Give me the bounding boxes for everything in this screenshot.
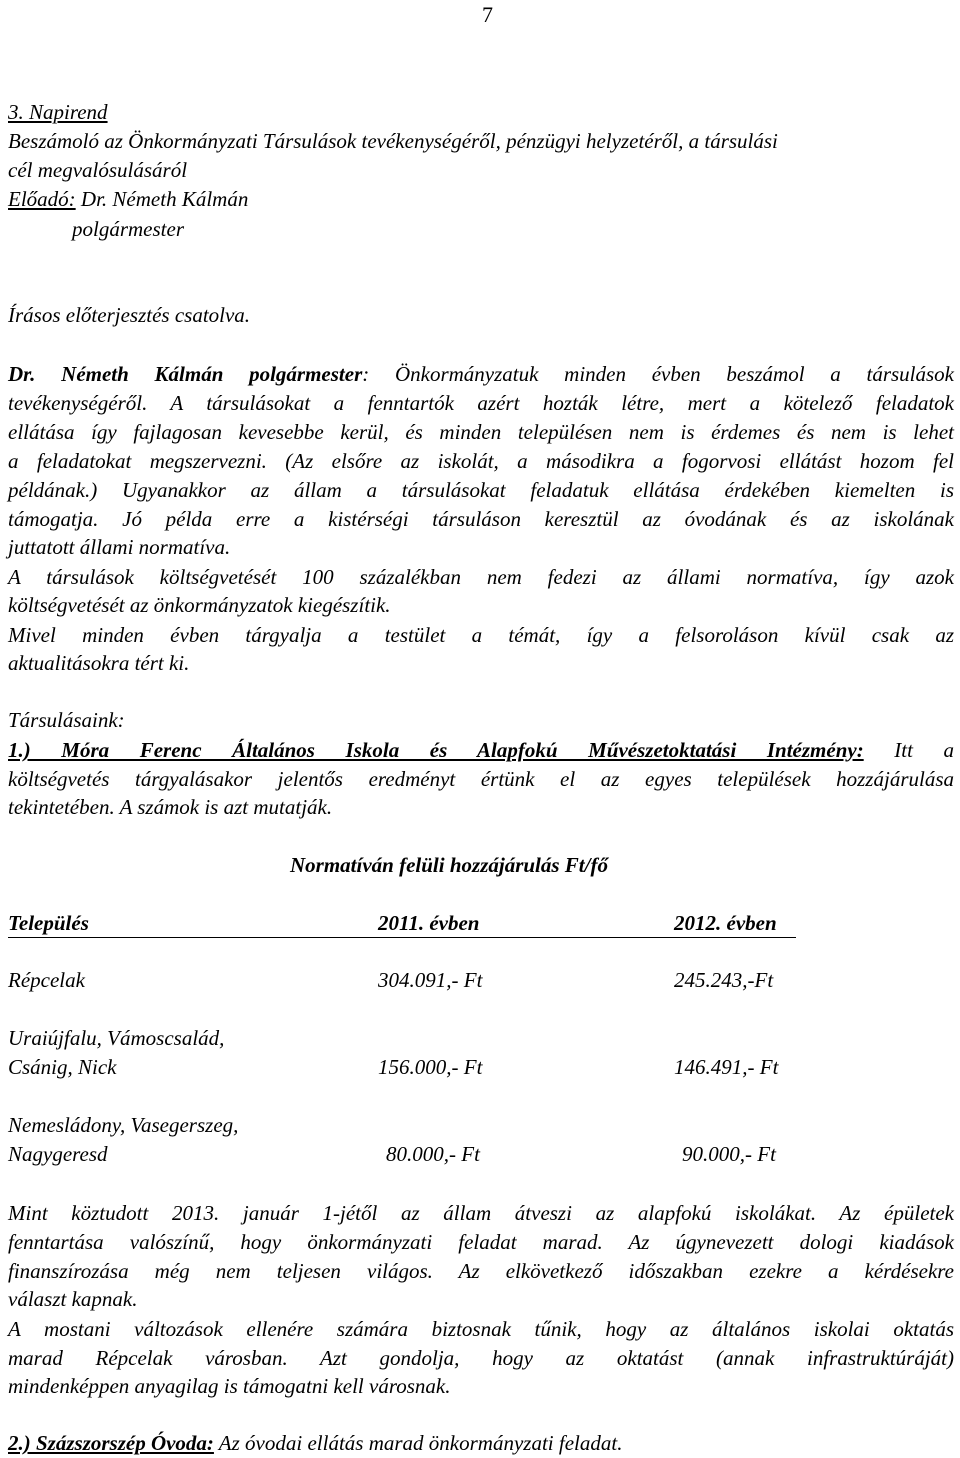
after-line-6: marad Répcelak városban. Azt gondolja, hogy az oktatást (annak infrastruktúráját)	[8, 1346, 954, 1370]
speech-line-9: költségvetését az önkormányzatok kiegészítik.	[8, 593, 391, 617]
speech-line-3: ellátása így fajlagosan kevesebbe kerül, és minden településen nem is érdemes és nem is lehet	[8, 420, 954, 444]
attachment-note: Írásos előterjesztés csatolva.	[8, 303, 251, 327]
row3-2012: 90.000,- Ft	[682, 1142, 776, 1166]
after-line-5: A mostani változások ellenére számára biztosnak tűnik, hogy az általános iskolai oktatás	[8, 1317, 954, 1341]
row2-2012: 146.491,- Ft	[674, 1055, 779, 1079]
row2-name-line1: Uraiújfalu, Vámoscsalád,	[8, 1026, 225, 1050]
row1-name: Répcelak	[8, 968, 85, 992]
speech-line-1: Dr. Németh Kálmán polgármester: Önkormányzatuk minden évben beszámol a társulások	[8, 362, 954, 386]
item1-line-3: tekintetében. A számok is azt mutatják.	[8, 795, 333, 819]
speech-line-8: A társulások költségvetését 100 százalékban nem fedezi az állami normatíva, így azok	[8, 565, 954, 589]
associations-label: Társulásaink:	[8, 708, 125, 732]
agenda-presenter	[8, 186, 248, 213]
item1-heading: 1.) Móra Ferenc Általános Iskola és Alapfokú Művészetoktatási Intézmény:	[8, 738, 864, 762]
speech-line-5: példának.) Ugyanakkor az állam a társulásokat feladatuk ellátása érdekében kiemelten is	[8, 478, 954, 502]
after-line-1: Mint köztudott 2013. január 1-jétől az állam átveszi az alapfokú iskolákat. Az épületek	[8, 1201, 954, 1225]
page-number: 7	[482, 2, 493, 27]
presenter-name: Dr. Németh Kálmán	[75, 187, 249, 211]
after-line-2: fenntartása valószínű, hogy önkormányzati feladat marad. Az úgynevezett dologi kiadások	[8, 1230, 954, 1254]
presenter-label: Előadó:	[8, 187, 76, 211]
row3-name-line1: Nemesládony, Vasegerszeg,	[8, 1113, 239, 1137]
presenter-role: polgármester	[72, 217, 184, 241]
after-line-3: finanszírozása még nem teljesen világos. Az elkövetkező időszakban ezekre a kérdésekre	[8, 1259, 954, 1283]
row1-2011: 304.091,- Ft	[378, 968, 483, 992]
speech-line-7: juttatott állami normatíva.	[8, 535, 231, 559]
speech-line-10: Mivel minden évben tárgyalja a testület a témát, így a felsoroláson kívül csak az	[8, 623, 954, 647]
after-line-4: választ kapnak.	[8, 1287, 138, 1311]
speech-line-11: aktualitásokra tért ki.	[8, 651, 190, 675]
header-telepules: Település	[8, 911, 89, 935]
header-2012: 2012. évben	[674, 911, 777, 935]
row2-2011: 156.000,- Ft	[378, 1055, 483, 1079]
agenda-title-line1: Beszámoló az Önkormányzati Társulások tevékenységéről, pénzügyi helyzetéről, a társulási	[8, 129, 778, 153]
speech-line-2: tevékenységéről. A társulásokat a fenntartók azért hozták létre, mert a kötelező feladatok	[8, 391, 954, 415]
agenda-number: 3. Napirend	[8, 100, 108, 124]
row3-name-line2: Nagygeresd	[8, 1142, 108, 1166]
speech-line-4: a feladatokat megszervezni. (Az elsőre az iskolát, a másodikra a fogorvosi ellátást hozom fel	[8, 449, 954, 473]
item1-line-1: 1.) Móra Ferenc Általános Iskola és Alapfokú Művészetoktatási Intézmény: Itt a	[8, 738, 954, 762]
item2-heading: 2.) Százszorszép Óvoda:	[8, 1431, 214, 1455]
row3-2011: 80.000,- Ft	[386, 1142, 480, 1166]
header-2011: 2011. évben	[378, 911, 480, 935]
speech-line-6: támogatja. Jó példa erre a kistérségi társuláson keresztül az óvodának és az iskolának	[8, 507, 954, 531]
agenda-title-line2: cél megvalósulásáról	[8, 158, 188, 182]
row2-name-line2: Csánig, Nick	[8, 1055, 117, 1079]
speaker-name: Dr. Németh Kálmán polgármester	[8, 362, 363, 386]
row1-2012: 245.243,-Ft	[674, 968, 774, 992]
item2-line: 2.) Százszorszép Óvoda: Az óvodai ellátás marad önkormányzati feladat.	[8, 1431, 623, 1455]
table-header-row	[8, 910, 796, 938]
after-line-7: mindenképpen anyagilag is támogatni kell városnak.	[8, 1374, 451, 1398]
item1-line-2: költségvetés tárgyalásakor jelentős eredményt értünk el az egyes települések hozzájárulása	[8, 767, 954, 791]
table-title: Normatíván felüli hozzájárulás Ft/fő	[290, 853, 608, 877]
